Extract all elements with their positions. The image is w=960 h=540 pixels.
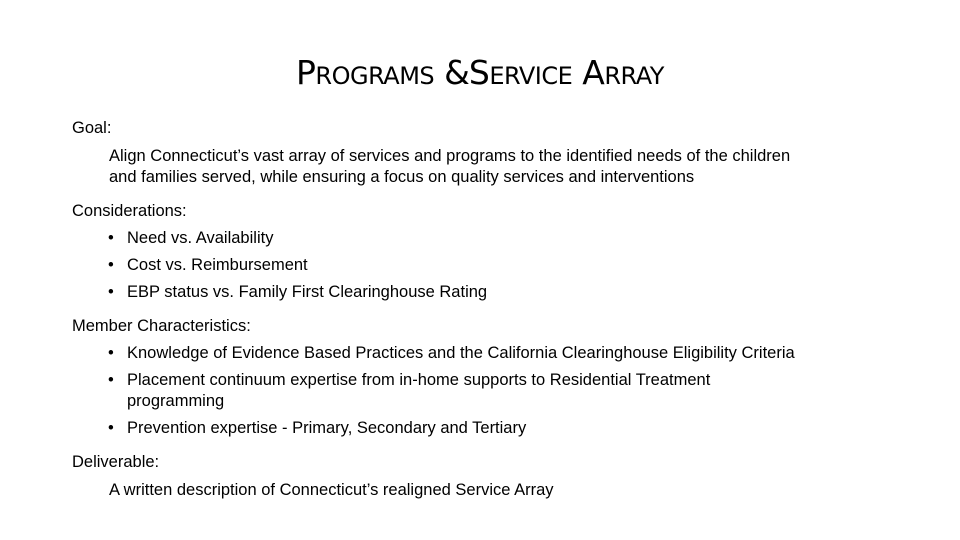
deliverable-section — [72, 452, 892, 501]
deliverable-heading: Deliverable: — [72, 453, 160, 471]
bullet-icon: • — [108, 283, 114, 301]
title-word1-rest: ROGRAMS — [315, 62, 435, 90]
list-item-text: Prevention expertise - Primary, Secondary and Tertiary — [127, 419, 527, 437]
goal-line: Align Connecticut’s vast array of services and programs to the identified needs of the children — [109, 147, 791, 165]
considerations-list — [72, 228, 892, 303]
member-characteristics-list — [72, 343, 892, 439]
list-item-text: programming — [127, 392, 225, 410]
bullet-icon: • — [108, 344, 114, 362]
considerations-section — [72, 201, 892, 303]
title-word3-initial: A — [582, 53, 605, 92]
bullet-icon: • — [108, 371, 114, 389]
slide-title — [0, 53, 960, 92]
title-word3-rest: RRAY — [604, 62, 664, 90]
title-word1-initial: P — [296, 53, 316, 92]
considerations-heading: Considerations: — [72, 202, 187, 220]
title-ampersand: & — [444, 53, 469, 92]
list-item — [108, 343, 892, 364]
goal-line: and families served, while ensuring a focus on quality services and interventions — [109, 168, 695, 186]
bullet-icon: • — [108, 256, 114, 274]
list-item — [108, 370, 892, 412]
list-item-text: Cost vs. Reimbursement — [127, 256, 308, 274]
title-word2-rest: ERVICE — [489, 62, 573, 90]
deliverable-description — [72, 480, 892, 501]
goal-description — [72, 146, 892, 188]
title-word2-initial: S — [468, 53, 490, 92]
slide-body — [72, 118, 892, 514]
deliverable-line: A written description of Connecticut’s realigned Service Array — [109, 481, 554, 499]
list-item — [108, 418, 892, 439]
goal-section — [72, 118, 892, 188]
member-characteristics-heading: Member Characteristics: — [72, 317, 251, 335]
bullet-icon: • — [108, 419, 114, 437]
goal-heading: Goal: — [72, 119, 112, 137]
list-item — [108, 282, 892, 303]
list-item-text: Knowledge of Evidence Based Practices and the California Clearinghouse Eligibility Criteria — [127, 344, 795, 362]
list-item-text: Placement continuum expertise from in-home supports to Residential Treatment — [127, 371, 711, 389]
bullet-icon: • — [108, 229, 114, 247]
list-item-text: EBP status vs. Family First Clearinghouse Rating — [127, 283, 488, 301]
list-item — [108, 228, 892, 249]
list-item — [108, 255, 892, 276]
list-item-text: Need vs. Availability — [127, 229, 274, 247]
member-characteristics-section — [72, 316, 892, 439]
